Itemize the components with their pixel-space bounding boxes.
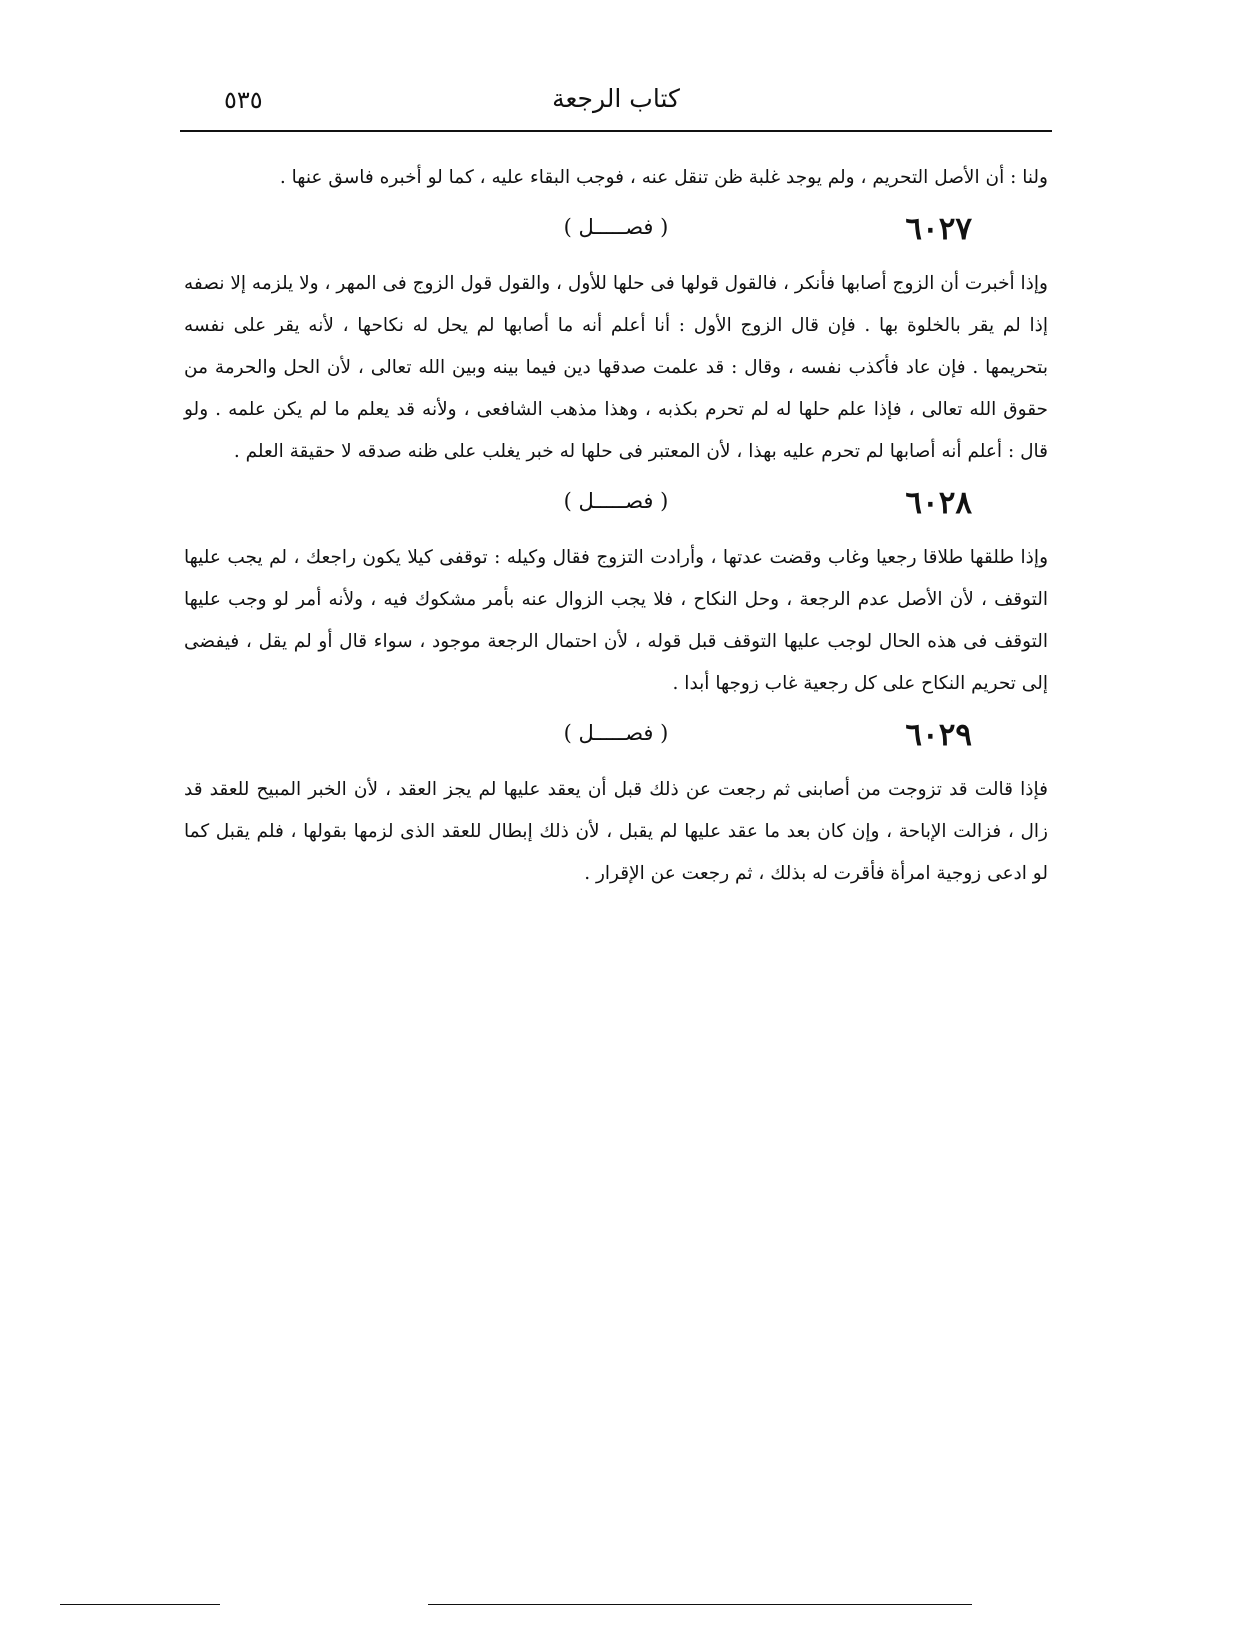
section-label: ( فصـــــل ) bbox=[563, 489, 669, 513]
section-number: ٦٠٢٧ bbox=[905, 211, 972, 247]
footnote-rule-right bbox=[428, 1604, 972, 1605]
section-number: ٦٠٢٨ bbox=[905, 485, 972, 521]
section-heading-6027 bbox=[184, 199, 1048, 263]
section-label: ( فصـــــل ) bbox=[563, 215, 669, 239]
page-body bbox=[184, 157, 1048, 895]
section-label: ( فصـــــل ) bbox=[563, 721, 669, 745]
paragraph-1: ولنا : أن الأصل التحريم ، ولم يوجد غلبة ظن تنقل عنه ، فوجب البقاء عليه ، كما لو أخبره فاسق عنها . bbox=[279, 167, 1048, 188]
section-number: ٦٠٢٩ bbox=[905, 717, 972, 753]
section-heading-6029 bbox=[184, 705, 1048, 769]
running-header bbox=[180, 84, 1052, 124]
section-heading-6028 bbox=[184, 473, 1048, 537]
paragraph-3: وإذا طلقها طلاقا رجعيا وغاب وقضت عدتها ، وأرادت التزوج فقال وكيله : توقفى كيلا يكون راجعك ، لم يجب عليها التوقف ، لأن الأصل عدم الرجعة ، وحل النكاح ، فلا يجب الزوال عنه بأمر مشكوك فيه ، ولأنه أمر لو وجب عليها التوقف فى هذه الحال لوجب عليها التوقف قبل قوله ، لأن احتمال الرجعة موجود ، سواء قال أو لم يقل ، فيفضى إلى تحريم النكاح على كل رجعية غاب زوجها أبدا . bbox=[184, 547, 1048, 694]
page-number: ٥٣٥ bbox=[224, 86, 263, 114]
paragraph-4: فإذا قالت قد تزوجت من أصابنى ثم رجعت عن ذلك قبل أن يعقد عليها لم يجز العقد ، لأن الخبر المبيح للعقد قد زال ، فزالت الإباحة ، وإن كان بعد ما عقد عليها لم يقبل ، لأن ذلك إبطال للعقد الذى لزمها بقولها ، فلم يقبل كما لو ادعى زوجية امرأة فأقرت له بذلك ، ثم رجعت عن الإقرار . bbox=[184, 779, 1048, 884]
paragraph-2: وإذا أخبرت أن الزوج أصابها فأنكر ، فالقول قولها فى حلها للأول ، والقول قول الزوج فى المهر ، ولا يلزمه إلا نصفه إذا لم يقر بالخلوة بها . فإن قال الزوج الأول : أنا أعلم أنه ما أصابها لم يحل له نكاحها ، لأنه يقر على نفسه بتحريمها . فإن عاد فأكذب نفسه ، وقال : قد علمت صدقها دين فيما بينه وبين الله تعالى ، لأن الحل والحرمة من حقوق الله تعالى ، فإذا علم حلها له لم تحرم بكذبه ، وهذا مذهب الشافعى ، ولأنه قد يعلم ما لم يكن علمه . ولو قال : أعلم أنه أصابها لم تحرم عليه بهذا ، لأن المعتبر فى حلها له خبر يغلب على ظنه صدقه لا حقيقة العلم . bbox=[184, 273, 1048, 462]
footnote-rule-left bbox=[60, 1604, 220, 1605]
header-rule bbox=[180, 130, 1052, 132]
chapter-title: كتاب الرجعة bbox=[552, 84, 680, 113]
